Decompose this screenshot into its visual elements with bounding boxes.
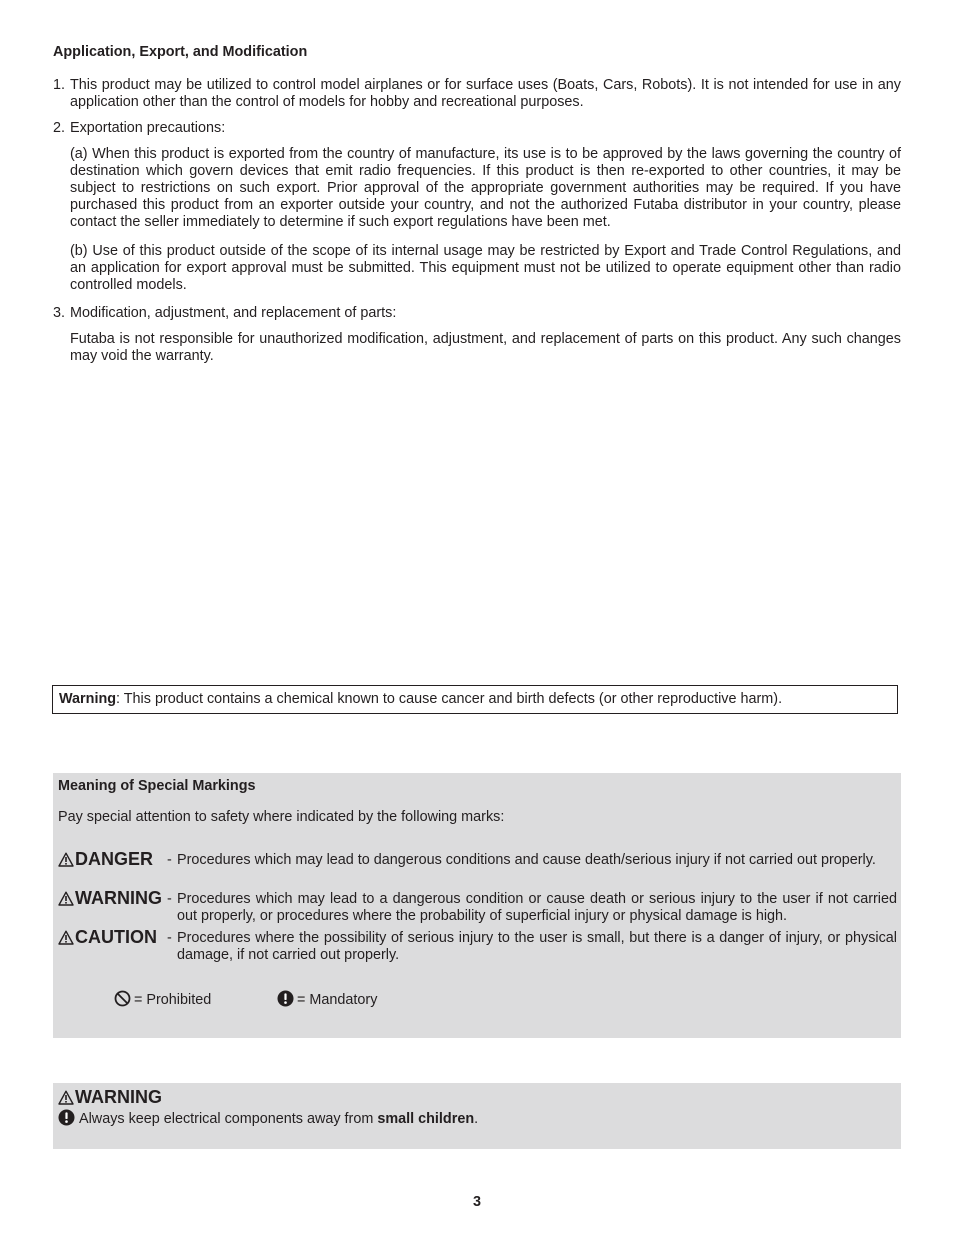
marking-dash: - [167, 852, 172, 868]
warning-triangle-icon [58, 1090, 74, 1105]
marking-row-danger [58, 849, 897, 869]
marking-row-caution [58, 927, 897, 964]
danger-description: Procedures which may lead to dangerous conditions and cause death/serious injury if not carried out properly. [177, 852, 876, 868]
special-markings-title: Meaning of Special Markings [58, 778, 256, 794]
legend-mandatory: = Mandatory [277, 990, 377, 1009]
warning-triangle-icon [58, 852, 74, 867]
prohibited-icon [114, 990, 131, 1007]
warning-triangle-icon [58, 930, 74, 945]
list-item [53, 305, 901, 322]
list-item-text: Modification, adjustment, and replacement of parts: [70, 305, 397, 321]
special-markings-panel [53, 773, 901, 1038]
children-warning-title: WARNING [58, 1087, 162, 1107]
page-number: 3 [472, 1194, 481, 1210]
export-paragraph-b: (b) Use of this product outside of the scope of its internal usage may be restricted by Export and Trade Control Regulations, and an application for export approval must be submitted. This equipment must not be utilized to operate equipment other than radio controlled models. [70, 243, 901, 293]
list-item-text: This product may be utilized to control model airplanes or for surface uses (Boats, Cars, Robots). It is not intended for use in any application other than the control of models for hobby and recreational purposes. [70, 77, 901, 110]
mandatory-icon [277, 990, 294, 1007]
warning-triangle-icon [58, 891, 74, 906]
children-warning-panel [53, 1083, 901, 1149]
marking-row-warning [58, 888, 897, 925]
legend-prohibited: = Prohibited [114, 990, 211, 1009]
warning-label: Warning [59, 691, 117, 707]
list-item [53, 77, 901, 111]
mandatory-icon [58, 1109, 75, 1126]
marking-dash: - [167, 930, 172, 946]
list-item-number: 3. [53, 305, 66, 321]
special-markings-intro: Pay special attention to safety where indicated by the following marks: [58, 809, 505, 825]
marking-dash: - [167, 891, 172, 907]
caution-label: CAUTION [58, 927, 157, 947]
warning-text: : This product contains a chemical known to cause cancer and birth defects (or other reproductive harm). [116, 691, 783, 707]
list-item-number: 2. [53, 120, 66, 136]
export-paragraph-a: (a) When this product is exported from the country of manufacture, its use is to be approved by the laws governing the country of destination which govern devices that emit radio frequencies. If this product is then re-exported to other countries, it may be subject to restrictions on such export. Prior approval of the appropriate government authorities may be required. If you have purchased this product from an exporter outside your country, and not the authorized Futaba distributor in your country, please contact the seller immediately to determine if such export regulations have been met. [70, 146, 901, 230]
prop65-warning-box [52, 685, 898, 714]
warning-level-label: WARNING [58, 888, 162, 908]
caution-description: Procedures where the possibility of serious injury to the user is small, but there is a danger of injury, or physical damage, if not carried out properly. [177, 930, 897, 963]
list-item-text: Exportation precautions: [70, 120, 226, 136]
children-warning-text: Always keep electrical components away from small children. [58, 1109, 478, 1128]
danger-label: DANGER [58, 849, 153, 869]
modification-paragraph: Futaba is not responsible for unauthorized modification, adjustment, and replacement of parts on this product. Any such changes may void the warranty. [70, 331, 901, 364]
list-item-number: 1. [53, 77, 66, 93]
warning-description: Procedures which may lead to a dangerous condition or cause death or serious injury to the user if not carried out properly, or procedures where the probability of superficial injury or physical damage is high. [177, 891, 897, 924]
list-item [53, 120, 901, 137]
section-title: Application, Export, and Modification [53, 44, 308, 60]
